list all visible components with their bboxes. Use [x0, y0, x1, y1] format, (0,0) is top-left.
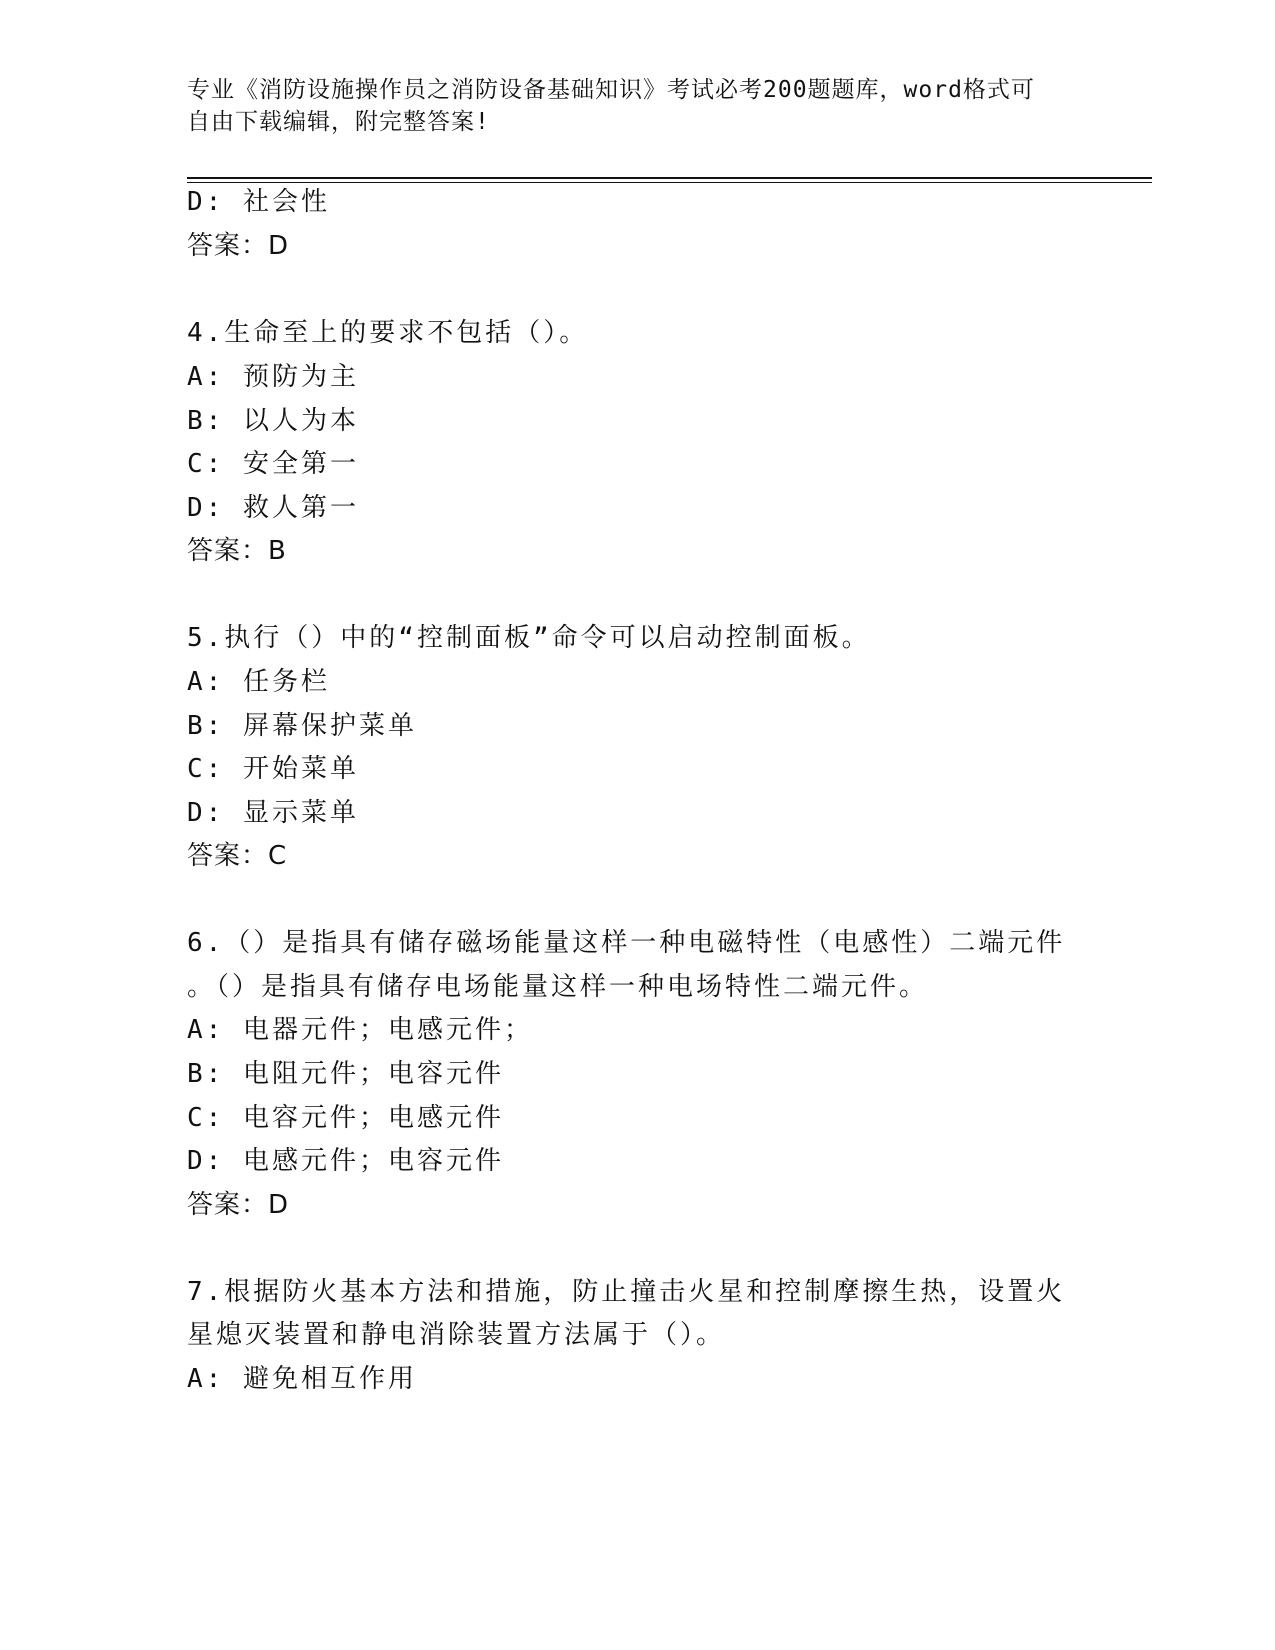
q3-answer: 答案：D: [187, 231, 290, 261]
q5-answer: 答案：C: [187, 841, 288, 871]
header-line-2: 自由下载编辑，附完整答案!: [187, 109, 490, 135]
q6-stem-line-2: 。（）是指具有储存电场能量这样一种电场特性二端元件。: [187, 972, 929, 1002]
q5-option-d: D: 显示菜单: [187, 798, 359, 828]
q4-option-b: B: 以人为本: [187, 406, 359, 436]
q6-stem-line-1: 6.（）是指具有储存磁场能量这样一种电磁特性（电感性）二端元件: [187, 928, 1066, 958]
q4-option-a: A: 预防为主: [187, 362, 359, 392]
q5-stem: 5.执行（）中的“控制面板”命令可以启动控制面板。: [187, 623, 871, 653]
q4-option-d: D: 救人第一: [187, 493, 359, 523]
q6-option-a: A: 电器元件；电感元件；: [187, 1015, 533, 1045]
header-divider-thick: [187, 177, 1152, 179]
q6-option-b: B: 电阻元件；电容元件: [187, 1059, 504, 1089]
q4-option-c: C: 安全第一: [187, 449, 359, 479]
q4-answer: 答案：B: [187, 536, 287, 566]
q4-stem: 4.生命至上的要求不包括（）。: [187, 318, 589, 348]
q5-option-b: B: 屏幕保护菜单: [187, 711, 417, 741]
q7-stem-line-2: 星熄灭装置和静电消除装置方法属于（）。: [187, 1320, 726, 1350]
q7-stem-line-1: 7.根据防火基本方法和措施，防止撞击火星和控制摩擦生热，设置火: [187, 1277, 1066, 1307]
q6-answer: 答案：D: [187, 1190, 290, 1220]
header-divider-thin: [187, 182, 1152, 183]
document-header: [187, 74, 1087, 138]
q3-option-d: D: 社会性: [187, 187, 330, 217]
header-line-1: 专业《消防设施操作员之消防设备基础知识》考试必考200题题库，word格式可: [187, 77, 1035, 103]
q5-option-a: A: 任务栏: [187, 667, 330, 697]
q7-option-a: A: 避免相互作用: [187, 1364, 417, 1394]
q5-option-c: C: 开始菜单: [187, 754, 359, 784]
q6-option-c: C: 电容元件；电感元件: [187, 1103, 504, 1133]
q6-option-d: D: 电感元件；电容元件: [187, 1146, 504, 1176]
